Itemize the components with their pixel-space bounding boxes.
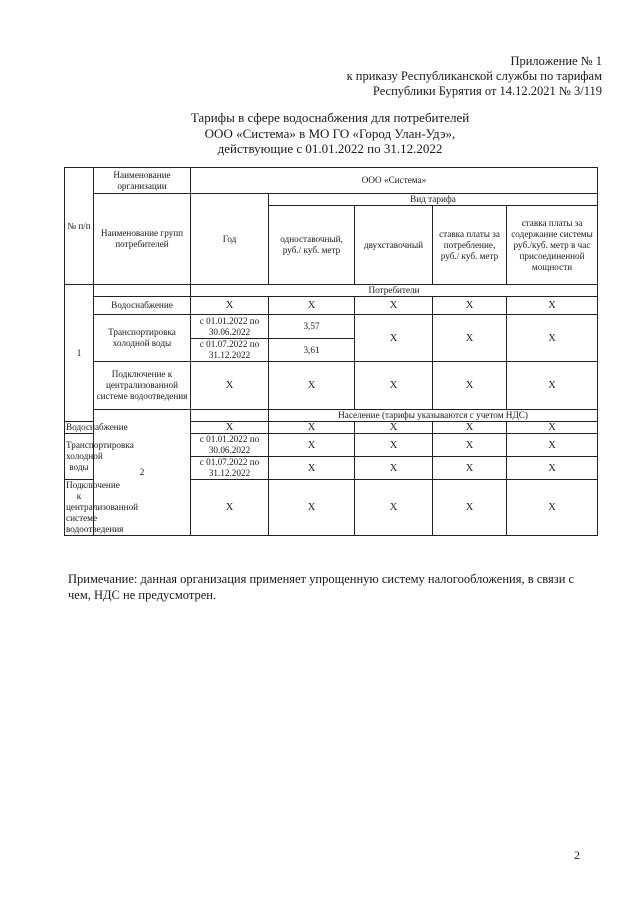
appendix-header	[347, 54, 602, 99]
header-maintenance-rate: ставка платы за содержание системы руб./куб. метр в час присоединенной мощности	[507, 206, 598, 285]
s1-conn-maintenance: X	[507, 362, 598, 410]
tariff-table	[64, 167, 598, 536]
s1-value-2: 3,61	[269, 339, 355, 362]
s2-tr1-one-part: X	[269, 434, 355, 457]
footnote: Примечание: данная организация применяет упрощенную систему налогообложения, в связи с чем, НДС не предусмотрен.	[68, 572, 575, 602]
s2-ws-year: X	[191, 422, 269, 434]
document-title	[140, 110, 520, 157]
row-number-1: 1	[65, 285, 94, 422]
s1-tr-two-part: X	[355, 315, 433, 362]
header-consumption-rate: ставка платы за потребление, руб./ куб. метр	[433, 206, 507, 285]
s1-ws-year: X	[191, 297, 269, 315]
title-line-2: ООО «Система» в МО ГО «Город Улан-Удэ»,	[204, 125, 456, 141]
section-2-spacer	[191, 410, 269, 422]
header-consumer-groups: Наименование групп потребителей	[94, 194, 191, 285]
appendix-line-2: к приказу Республиканской службы по тарифам	[346, 69, 602, 83]
header-one-part: одноставочный, руб./ куб. метр	[269, 206, 355, 285]
title-line-1: Тарифы в сфере водоснабжения для потребителей	[190, 110, 470, 125]
s1-transport-label: Транспортировка холодной воды	[94, 315, 191, 362]
s2-water-supply-label: Водоснабжение	[66, 422, 128, 432]
s2-tr1-maintenance: X	[507, 434, 598, 457]
s1-ws-maintenance: X	[507, 297, 598, 315]
s2-period-2: с 01.07.2022 по 31.12.2022	[191, 457, 269, 480]
header-year: Год	[191, 194, 269, 285]
header-number: № п/п	[65, 168, 94, 285]
s1-connection-label: Подключение к централизованной системе водоотведения	[94, 362, 191, 410]
header-organization: Наименование организации	[94, 168, 191, 194]
s1-conn-consumption: X	[433, 362, 507, 410]
s1-ws-one-part: X	[269, 297, 355, 315]
header-tariff-kind: Вид тарифа	[269, 194, 598, 206]
s2-tr2-consumption: X	[433, 457, 507, 480]
s2-ws-consumption: X	[433, 422, 507, 434]
s2-ws-maintenance: X	[507, 422, 598, 434]
s2-tr2-maintenance: X	[507, 457, 598, 480]
s2-ws-two-part: X	[355, 422, 433, 434]
s1-value-1: 3,57	[269, 315, 355, 339]
s2-connection-label: Подключение к централизованной системе водоотведения	[66, 480, 139, 534]
s1-period-1: с 01.01.2022 по 30.06.2022	[191, 315, 269, 339]
s2-tr1-consumption: X	[433, 434, 507, 457]
s2-transport-label: Транспортировка холодной воды	[65, 434, 94, 480]
s2-conn-two-part: X	[355, 480, 433, 536]
title-line-3: действующие с 01.01.2022 по 31.12.2022	[217, 141, 443, 156]
s1-conn-one-part: X	[269, 362, 355, 410]
s2-conn-maintenance: X	[507, 480, 598, 536]
s1-ws-consumption: X	[433, 297, 507, 315]
s2-tr2-one-part: X	[269, 457, 355, 480]
section-1-title: Потребители	[191, 285, 598, 297]
section-2-title: Население (тарифы указываются с учетом НДС)	[269, 410, 598, 422]
s1-conn-two-part: X	[355, 362, 433, 410]
page-number: 2	[574, 848, 580, 862]
s1-tr-maintenance: X	[507, 315, 598, 362]
s1-tr-consumption: X	[433, 315, 507, 362]
s2-conn-one-part: X	[269, 480, 355, 536]
s1-period-2: с 01.07.2022 по 31.12.2022	[191, 339, 269, 362]
section-1-spacer	[94, 285, 191, 297]
s2-tr2-two-part: X	[355, 457, 433, 480]
s2-conn-year: X	[191, 480, 269, 536]
s1-water-supply-label: Водоснабжение	[94, 297, 191, 315]
appendix-line-1: Приложение № 1	[510, 54, 602, 68]
s1-conn-year: X	[191, 362, 269, 410]
s2-period-1: с 01.01.2022 по 30.06.2022	[191, 434, 269, 457]
s2-tr1-two-part: X	[355, 434, 433, 457]
row-number-2: 2	[94, 410, 191, 536]
header-two-part: двухставочный	[355, 206, 433, 285]
s2-conn-consumption: X	[433, 480, 507, 536]
organization-name: ООО «Система»	[191, 168, 598, 194]
appendix-line-3: Республики Бурятия от 14.12.2021 № 3/119	[372, 84, 602, 98]
s1-ws-two-part: X	[355, 297, 433, 315]
s2-ws-one-part: X	[269, 422, 355, 434]
